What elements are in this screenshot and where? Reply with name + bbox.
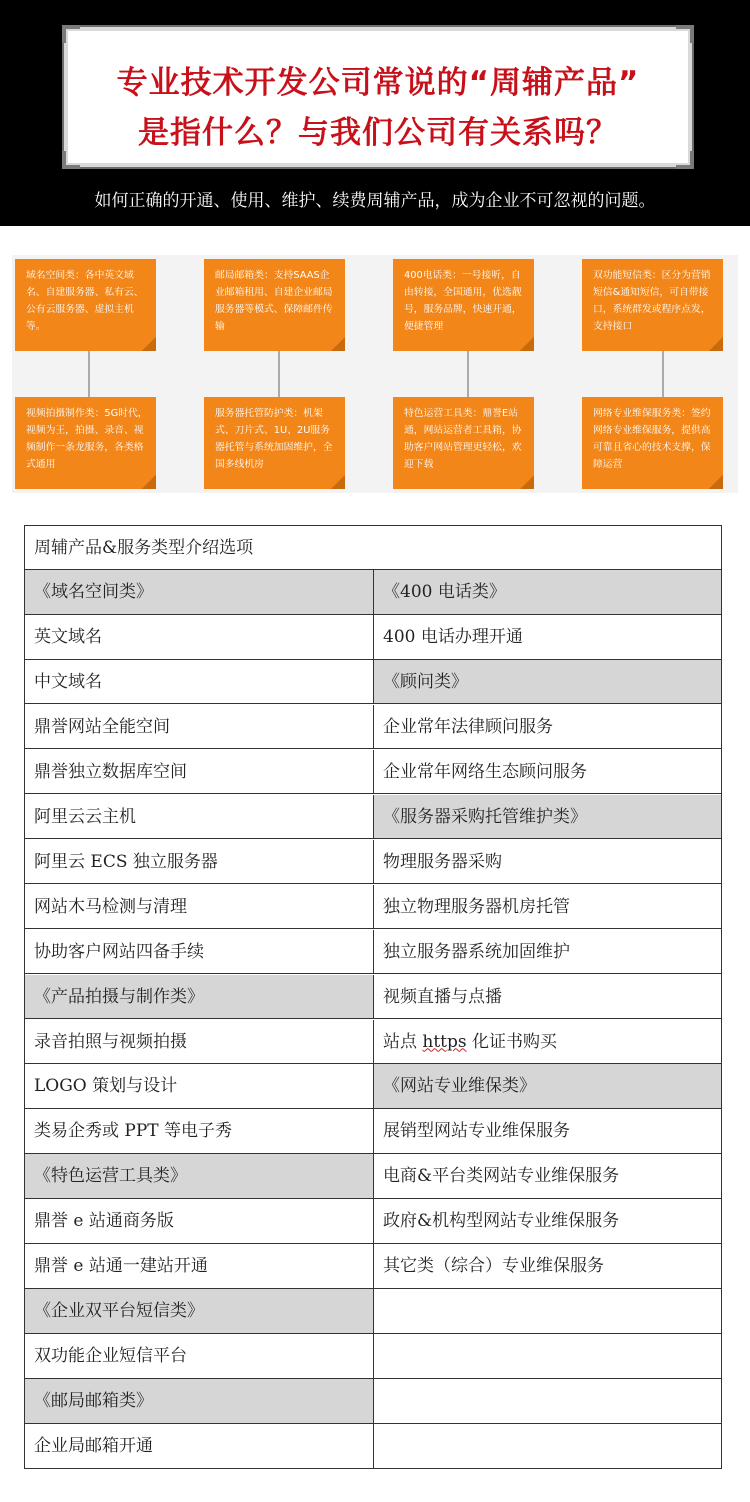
diagram-box-video: 视频拍摄制作类：5G时代，视频为王，拍摄、录音、视频制作一条龙服务，各类格式通用 <box>15 397 156 489</box>
page-title-line-2: 是指什么？与我们公司有关系吗？ <box>138 115 618 151</box>
table-cell: 《企业双平台短信类》 <box>25 1289 374 1334</box>
table-cell: 《邮局邮箱类》 <box>25 1379 374 1424</box>
connector-line <box>278 350 280 397</box>
table-cell: 网站木马检测与清理 <box>25 885 374 930</box>
table-cell: 协助客户网站四备手续 <box>25 930 374 975</box>
diagram-box-operation-tools: 特色运营工具类：鼎誉E站通，网站运营者工具箱，协助客户网站管理更轻松，欢迎下载 <box>393 397 534 489</box>
diagram-box-domain: 域名空间类：各中英文域名、自建服务器、私有云、公有云服务器、虚拟主机等。 <box>15 259 156 351</box>
table-cell: 《400 电话类》 <box>374 570 721 615</box>
table-cell: 企业局邮箱开通 <box>25 1424 374 1469</box>
table-cell: 独立物理服务器机房托管 <box>374 885 721 930</box>
table-cell: 《顾问类》 <box>374 660 721 705</box>
table-cell: 政府&机构型网站专业维保服务 <box>374 1199 721 1244</box>
table-cell: 中文域名 <box>25 660 374 705</box>
table-cell: 英文域名 <box>25 615 374 660</box>
frame-corner <box>676 151 694 169</box>
product-table <box>24 525 722 1469</box>
table-cell: 《域名空间类》 <box>25 570 374 615</box>
page-title-line-1: 专业技术开发公司常说的“周辅产品” <box>116 65 640 101</box>
table-cell: 视频直播与点播 <box>374 975 721 1020</box>
table-cell: 阿里云云主机 <box>25 795 374 840</box>
table-cell: 《网站专业维保类》 <box>374 1064 721 1109</box>
connector-line <box>662 350 664 397</box>
table-cell: 《产品拍摄与制作类》 <box>25 975 374 1020</box>
diagram-box-400-phone: 400电话类：一号接听，自由转接，全国通用，优选靓号，服务品牌，快速开通，便捷管理 <box>393 259 534 351</box>
table-cell <box>374 1424 721 1469</box>
product-diagram <box>12 255 738 493</box>
table-cell: 双功能企业短信平台 <box>25 1334 374 1379</box>
table-header: 周辅产品&服务类型介绍选项 <box>25 526 721 570</box>
table-cell: 其它类（综合）专业维保服务 <box>374 1244 721 1289</box>
table-cell: 阿里云 ECS 独立服务器 <box>25 840 374 885</box>
frame-corner <box>676 25 694 43</box>
table-cell: 物理服务器采购 <box>374 840 721 885</box>
table-cell: 录音拍照与视频拍摄 <box>25 1020 374 1065</box>
table-cell: 鼎誉 e 站通商务版 <box>25 1199 374 1244</box>
diagram-box-email: 邮局邮箱类：支持SAAS企业邮箱租用、自建企业邮局服务器等模式、保障邮件传输 <box>204 259 345 351</box>
table-cell <box>374 1379 721 1424</box>
table-cell: 独立服务器系统加固维护 <box>374 930 721 975</box>
table-cell: 400 电话办理开通 <box>374 615 721 660</box>
connector-line <box>88 350 90 397</box>
frame-corner <box>62 25 80 43</box>
connector-line <box>467 350 469 397</box>
table-cell <box>374 1289 721 1334</box>
diagram-box-server-hosting: 服务器托管防护类：机架式、刀片式、1U、2U服务器托管与系统加固维护，全国多线机房 <box>204 397 345 489</box>
table-cell: 站点 https 化证书购买 <box>374 1020 721 1065</box>
title-card <box>64 27 692 167</box>
table-cell: 《服务器采购托管维护类》 <box>374 795 721 840</box>
table-cell <box>374 1334 721 1379</box>
header-banner <box>0 0 750 226</box>
table-cell: 展销型网站专业维保服务 <box>374 1109 721 1154</box>
table-cell: LOGO 策划与设计 <box>25 1064 374 1109</box>
table-cell: 电商&平台类网站专业维保服务 <box>374 1154 721 1199</box>
table-cell: 类易企秀或 PPT 等电子秀 <box>25 1109 374 1154</box>
table-cell: 企业常年法律顾问服务 <box>374 705 721 750</box>
table-cell: 《特色运营工具类》 <box>25 1154 374 1199</box>
table-cell: 鼎誉网站全能空间 <box>25 705 374 750</box>
page-subtitle: 如何正确的开通、使用、维护、续费周辅产品，成为企业不可忽视的问题。 <box>94 191 656 211</box>
table-cell: 鼎誉独立数据库空间 <box>25 750 374 795</box>
table-cell: 鼎誉 e 站通一建站开通 <box>25 1244 374 1289</box>
diagram-box-maintenance: 网络专业维保服务类：签约网络专业维保服务，提供高可靠且省心的技术支撑，保障运营 <box>582 397 723 489</box>
table-cell: 企业常年网络生态顾问服务 <box>374 750 721 795</box>
frame-corner <box>62 151 80 169</box>
diagram-box-sms: 双功能短信类：区分为营销短信&通知短信，可自带接口，系统群发或程序点发，支持接口 <box>582 259 723 351</box>
